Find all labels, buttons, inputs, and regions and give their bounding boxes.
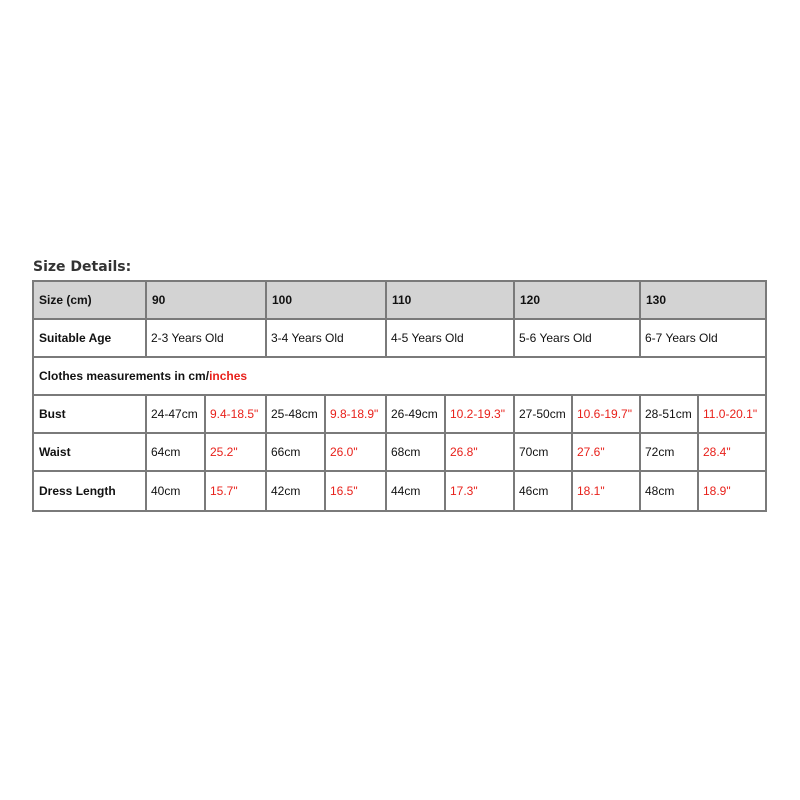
cm-cell: 70cm [515, 434, 573, 472]
inch-cell: 18.9" [703, 484, 731, 498]
measurement-note [34, 358, 765, 396]
header-label: Size (cm) [34, 282, 147, 320]
row-label: Dress Length [34, 472, 147, 510]
age-cell: 5-6 Years Old [515, 320, 641, 358]
cm-cell: 44cm [387, 472, 446, 510]
cm-cell: 66cm [267, 434, 326, 472]
page-title: Size Details: [33, 259, 132, 275]
row-label: Bust [34, 396, 147, 434]
inch-cell: 26.8" [446, 434, 515, 472]
inch-cell: 10.2-19.3" [446, 396, 515, 434]
size-header: 130 [641, 282, 765, 320]
inch-cell: 27.6" [573, 434, 641, 472]
cm-cell: 26-49cm [387, 396, 446, 434]
cm-cell: 46cm [515, 472, 573, 510]
inch-cell: 9.8-18.9" [326, 396, 387, 434]
cm-cell: 68cm [387, 434, 446, 472]
inch-cell: 9.4-18.5" [206, 396, 267, 434]
cm-cell: 24-47cm [147, 396, 206, 434]
inch-cell: 28.4" [699, 434, 765, 472]
cm-cell: 48cm [641, 472, 699, 510]
measurement-note-unit: inches [209, 369, 248, 383]
inch-cell: 25.2" [206, 434, 267, 472]
size-header: 110 [387, 282, 515, 320]
inch-cell: 11.0-20.1" [699, 396, 765, 434]
inch-cell: 10.6-19.7" [573, 396, 641, 434]
size-header: 90 [147, 282, 267, 320]
size-table [32, 280, 767, 512]
size-header: 120 [515, 282, 641, 320]
inch-cell: 17.3" [446, 472, 515, 510]
age-cell: 3-4 Years Old [267, 320, 387, 358]
age-cell: 2-3 Years Old [147, 320, 267, 358]
row-label: Waist [34, 434, 147, 472]
inch-cell: 18.1" [573, 472, 641, 510]
age-label: Suitable Age [34, 320, 147, 358]
cm-cell: 40cm [147, 472, 206, 510]
measurement-note-prefix: Clothes measurements in cm/ [39, 369, 210, 383]
cm-cell: 25-48cm [267, 396, 326, 434]
inch-cell: 26.0" [326, 434, 387, 472]
cm-cell: 27-50cm [515, 396, 573, 434]
cm-cell: 72cm [641, 434, 699, 472]
cm-cell: 28-51cm [641, 396, 699, 434]
age-cell: 6-7 Years Old [641, 320, 765, 358]
inch-cell: 16.5" [326, 472, 387, 510]
inch-cell: 15.7" [206, 472, 267, 510]
cm-cell: 42cm [267, 472, 326, 510]
size-header: 100 [267, 282, 387, 320]
cm-cell: 64cm [147, 434, 206, 472]
age-cell: 4-5 Years Old [387, 320, 515, 358]
